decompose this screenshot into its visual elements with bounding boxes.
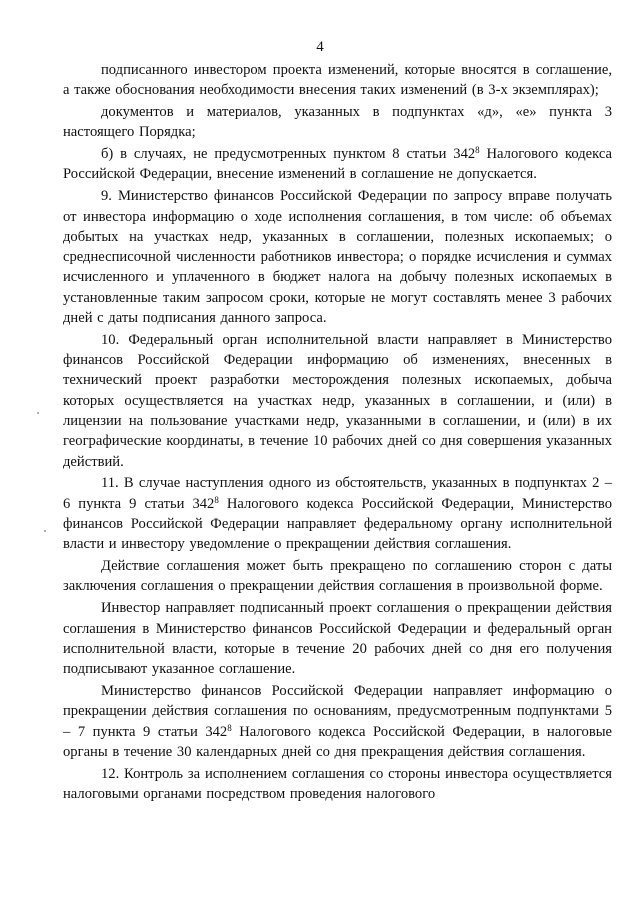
paragraph (63, 330, 612, 472)
scan-speck (44, 530, 46, 532)
paragraph-text: документов и материалов, указанных в подпунктах «д», «е» пункта 3 настоящего Порядка; (63, 104, 612, 141)
paragraph (63, 598, 612, 679)
paragraph (63, 681, 612, 762)
page-number: 4 (316, 39, 324, 55)
paragraph-text: Инвестор направляет подписанный проект соглашения о прекращении действия соглашения в Министерство финансов Российской Федерации и федеральный орган исполнительной власти, которые в течение 20 рабочих дней со дня его получения подписывают указанное соглашение. (63, 600, 612, 678)
paragraph-text: Министерство финансов Российской Федерации направляет информацию о прекращении действия соглашения по основаниям, предусмотренным подпунктами 5 – 7 пункта 9 статьи 342 (63, 682, 612, 740)
superscript: 8 (475, 145, 480, 156)
paragraph-text: Налогового кодекса Российской Федерации, внесение изменений в соглашение не допускается. (63, 146, 613, 183)
paragraph (63, 556, 612, 597)
paragraph-text: б) в случаях, не предусмотренных пунктом 8 статьи 342 (101, 146, 476, 163)
paragraph (63, 60, 612, 101)
paragraph-text: Налогового кодекса Российской Федерации, в налоговые органы в течение 30 календарных дней со дня прекращения действия соглашения. (63, 723, 612, 760)
paragraph-text: 10. Федеральный орган исполнительной власти направляет в Министерство финансов Российской Федерации информацию об изменениях, внесенных в технический проект разработки месторождения полезных ископаемых, добыча которых осуществляется на участках недр, указанных в соглашении, и (или) в лицензии на пользование участками недр, указанными в соглашении, и (или) в их географические координаты, в течение 10 рабочих дней со дня совершения указанных действий. (63, 331, 612, 470)
scan-speck (37, 412, 39, 414)
paragraph-text: Налогового кодекса Российской Федерации, Министерство финансов Российской Федерации направляет федеральному органу исполнительной власти и инвестору уведомление о прекращении действия соглашения. (63, 495, 612, 553)
paragraph-text: Действие соглашения может быть прекращено по соглашению сторон с даты заключения соглашения о прекращении действия соглашения в произвольной форме. (63, 558, 612, 595)
document-body (63, 60, 612, 806)
paragraph (63, 473, 612, 554)
paragraph (63, 186, 612, 328)
paragraph-text: 11. В случае наступления одного из обстоятельств, указанных в подпунктах 2 – 6 пункта 9 статьи 342 (63, 475, 612, 512)
paragraph (63, 764, 612, 805)
superscript: 8 (227, 722, 232, 733)
paragraph-text: 12. Контроль за исполнением соглашения со стороны инвестора осуществляется налоговыми органами посредством проведения налогового (63, 765, 612, 802)
paragraph (63, 144, 612, 185)
paragraph (63, 102, 612, 143)
paragraph-text: 9. Министерство финансов Российской Федерации по запросу вправе получать от инвестора информацию о ходе исполнения соглашения, в том числе: об объемах добытых на участках недр, указанных в соглашении, полезных ископаемых; о среднесписочной численности работников инвестора; о порядке исчисления и суммах исчисленного и уплаченного в бюджет налога на добычу полезных ископаемых в установленные таким запросом сроки, которые не могут составлять менее 3 рабочих дней с даты подписания данного запроса. (63, 188, 612, 327)
paragraph-text: подписанного инвестором проекта изменений, которые вносятся в соглашение, а также обоснования необходимости внесения таких изменений (в 3-х экземплярах); (63, 62, 612, 99)
superscript: 8 (214, 494, 219, 505)
